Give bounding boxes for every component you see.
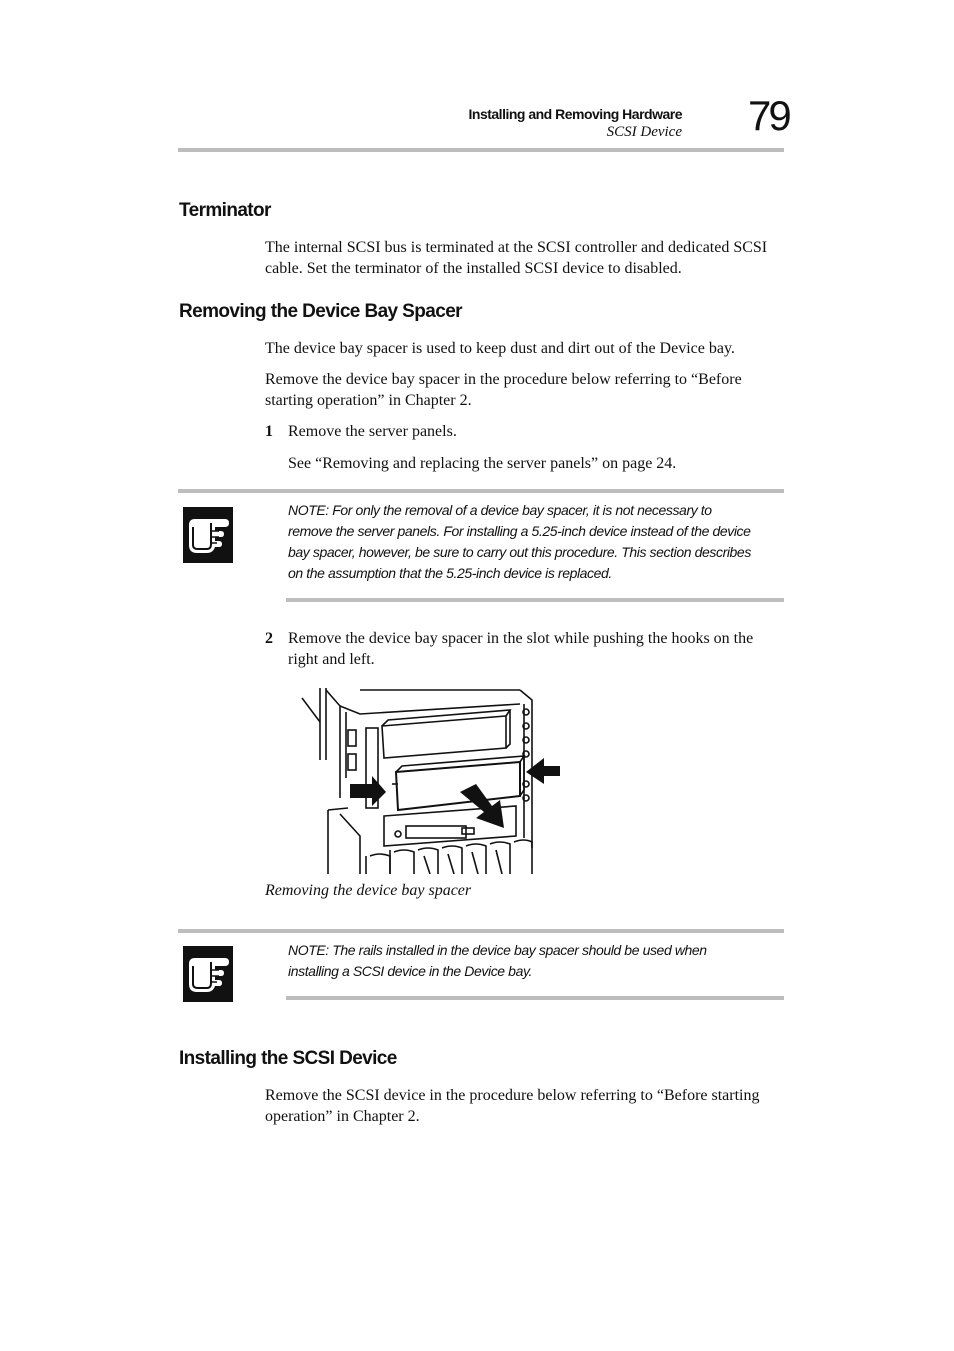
note-1-bottom-rule	[286, 598, 784, 602]
pointing-hand-icon	[181, 944, 235, 1004]
installing-heading: Installing the SCSI Device	[179, 1048, 397, 1069]
installing-paragraph: Remove the SCSI device in the procedure below referring to “Before starting operation” in Chapter 2.	[265, 1087, 760, 1125]
removing-spacer-heading: Removing the Device Bay Spacer	[179, 301, 462, 322]
header-chapter-title: Installing and Removing Hardware	[468, 106, 682, 122]
header-section-title: SCSI Device	[606, 124, 682, 140]
step-1-subtext: See “Removing and replacing the server panels” on page 24.	[288, 455, 677, 472]
step-2-number: 2	[265, 630, 273, 647]
figure-caption: Removing the device bay spacer	[265, 882, 472, 899]
step-2-text: Remove the device bay spacer in the slot while pushing the hooks on the right and left.	[288, 630, 754, 668]
pointing-hand-icon	[181, 505, 235, 565]
step-1-number: 1	[265, 423, 273, 440]
note-1-text: NOTE: For only the removal of a device bay spacer, it is not necessary to remove the server panels. For installing a 5.25-inch device instead of the device bay spacer, however, be sure to carry out this procedure. This section describes on the assumption that the 5.25-inch device is replaced.	[288, 502, 751, 581]
note-1-top-rule	[178, 489, 784, 493]
terminator-heading: Terminator	[179, 200, 271, 221]
note-2-bottom-rule	[286, 996, 784, 1000]
note-2-top-rule	[178, 929, 784, 933]
device-bay-spacer-illustration	[300, 688, 570, 874]
removing-spacer-paragraph-1: The device bay spacer is used to keep dust and dirt out of the Device bay.	[265, 340, 735, 357]
note-2-text: NOTE: The rails installed in the device bay spacer should be used when installing a SCSI device in the Device bay.	[288, 942, 707, 979]
header-divider	[178, 148, 784, 152]
removing-spacer-paragraph-2: Remove the device bay spacer in the procedure below referring to “Before starting operation” in Chapter 2.	[265, 371, 742, 409]
terminator-paragraph: The internal SCSI bus is terminated at the SCSI controller and dedicated SCSI cable. Set the terminator of the installed SCSI device to disabled.	[265, 239, 768, 277]
step-1-text: Remove the server panels.	[288, 423, 457, 440]
page-number: 79	[748, 92, 789, 139]
